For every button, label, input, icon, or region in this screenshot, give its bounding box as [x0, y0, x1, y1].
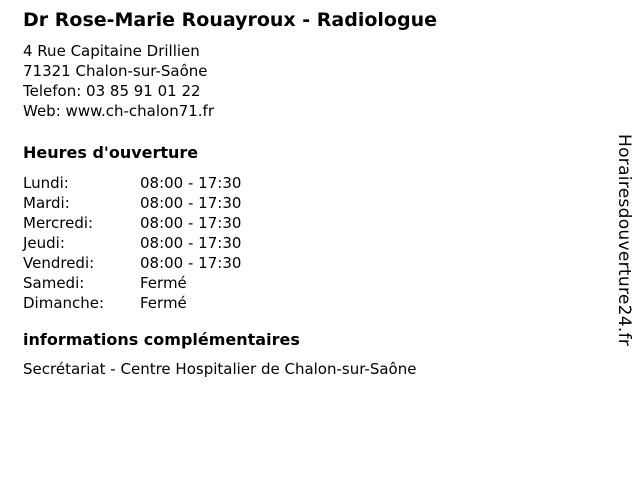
- time-value: 08:00 - 17:30: [140, 194, 242, 212]
- hours-row-saturday: [23, 273, 241, 293]
- web-label: Web:: [23, 102, 61, 120]
- contact-block: [23, 41, 214, 121]
- time-value: 08:00 - 17:30: [140, 174, 242, 192]
- hours-row-sunday: [23, 293, 241, 313]
- site-watermark-vertical-text: Horairesdouverture24.fr: [614, 134, 634, 347]
- hours-row-thursday: [23, 233, 241, 253]
- hours-row-monday: [23, 173, 241, 193]
- hours-row-friday: [23, 253, 241, 273]
- address-city: 71321 Chalon-sur-Saône: [23, 62, 208, 80]
- hours-row-tuesday: [23, 193, 241, 213]
- page-title: Dr Rose-Marie Rouayroux - Radiologue: [23, 9, 437, 31]
- day-label: Mercredi:: [23, 214, 94, 232]
- additional-info-heading: informations complémentaires: [23, 330, 300, 349]
- day-label: Dimanche:: [23, 294, 105, 312]
- day-label: Jeudi:: [23, 234, 65, 252]
- day-label: Lundi:: [23, 174, 69, 192]
- time-value: Fermé: [140, 274, 187, 292]
- web-line: [23, 101, 214, 121]
- web-url: www.ch-chalon71.fr: [65, 102, 215, 120]
- phone-label: Telefon:: [23, 82, 82, 100]
- hours-row-wednesday: [23, 213, 241, 233]
- day-label: Samedi:: [23, 274, 85, 292]
- day-label: Vendredi:: [23, 254, 95, 272]
- day-label: Mardi:: [23, 194, 70, 212]
- address-street: 4 Rue Capitaine Drillien: [23, 42, 200, 60]
- phone-number: 03 85 91 01 22: [86, 82, 201, 100]
- opening-hours-heading: Heures d'ouverture: [23, 143, 199, 162]
- additional-info-text: Secrétariat - Centre Hospitalier de Chalon-sur-Saône: [23, 360, 417, 378]
- phone-line: [23, 81, 214, 101]
- opening-hours-table: [23, 173, 241, 313]
- time-value: 08:00 - 17:30: [140, 234, 242, 252]
- time-value: 08:00 - 17:30: [140, 214, 242, 232]
- time-value: 08:00 - 17:30: [140, 254, 242, 272]
- time-value: Fermé: [140, 294, 187, 312]
